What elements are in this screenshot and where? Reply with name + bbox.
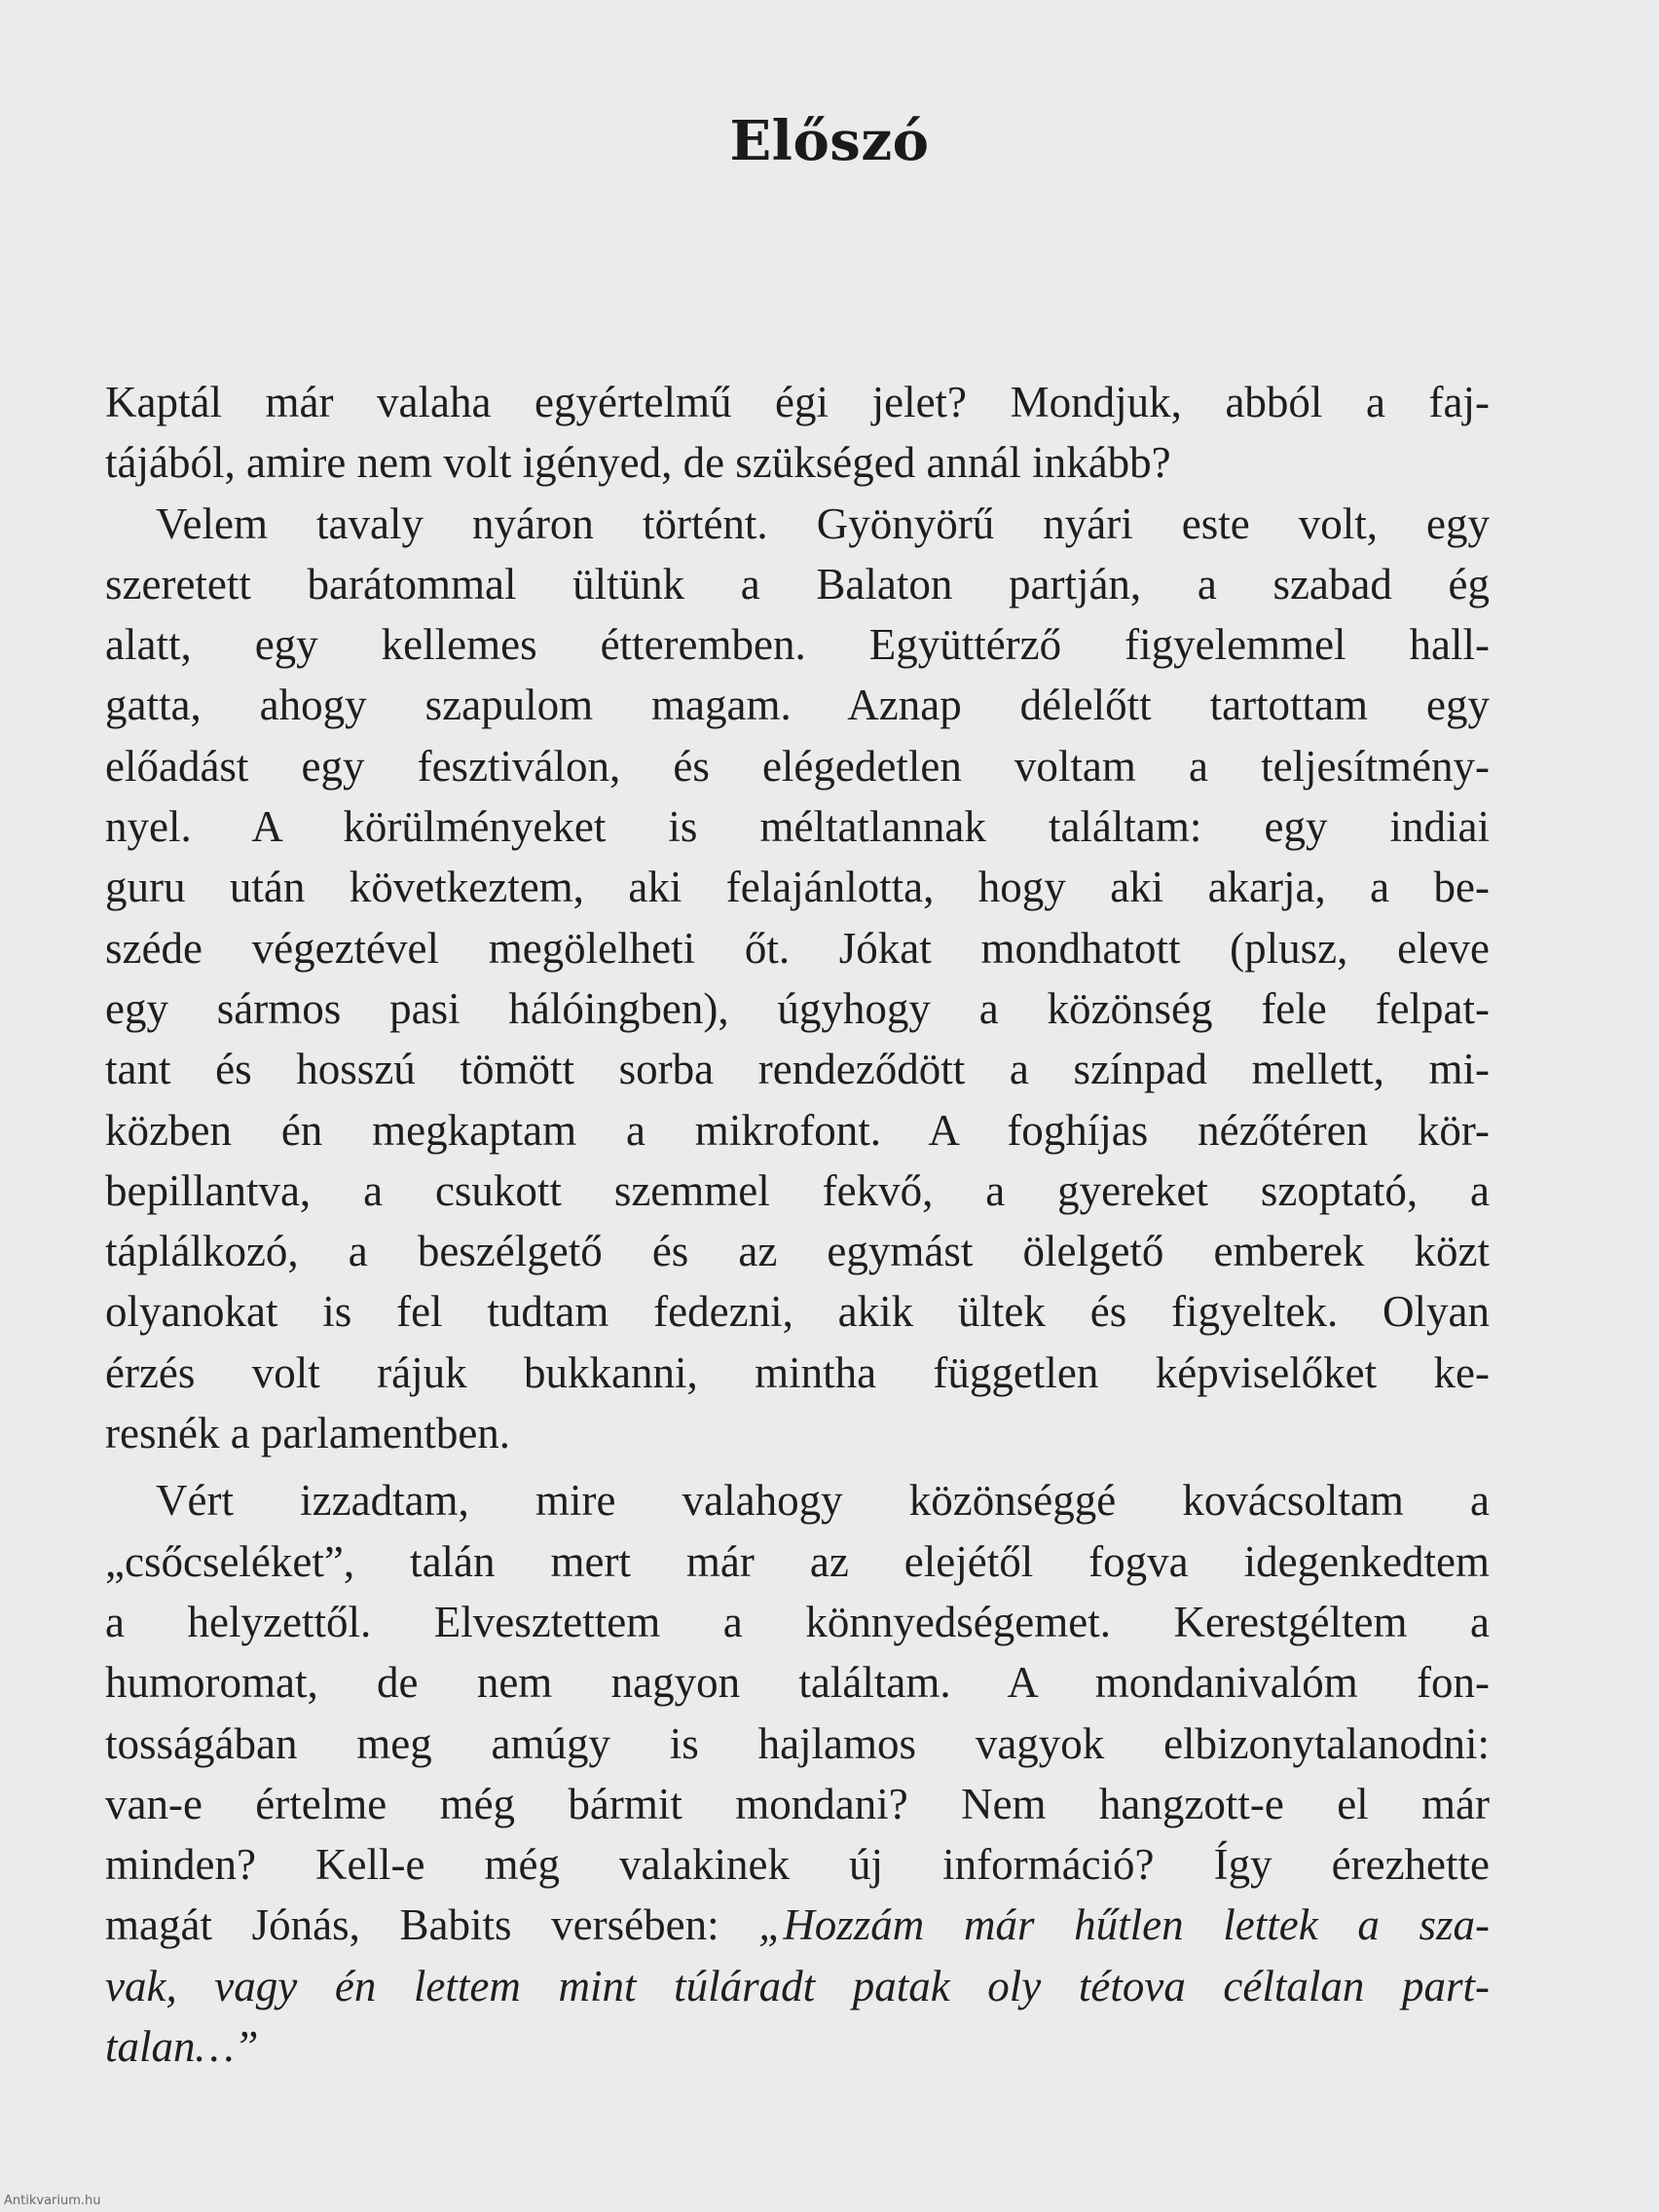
text-plain-segment: magát Jónás, Babits versében: [105, 1900, 759, 1950]
text-line: egy sármos pasi hálóingben), úgyhogy a közönség fele felpat- [105, 983, 1490, 1033]
text-line: közben én megkaptam a mikrofont. A foghíjas nézőtéren kör- [105, 1105, 1490, 1155]
text-line: „csőcseléket”, talán mert már az elejétől fogva idegenkedtem [105, 1536, 1490, 1586]
text-line: szeretett barátommal ültünk a Balaton partján, a szabad ég [105, 559, 1490, 608]
text-line: tájából, amire nem volt igényed, de szükséged annál inkább? [105, 438, 1171, 488]
text-line: guru után következtem, aki felajánlotta, hogy aki akarja, a be- [105, 863, 1490, 912]
quote-line: vak, vagy én lettem mint túláradt patak oly tétova céltalan part- [105, 1961, 1490, 2010]
text-line: olyanokat is fel tudtam fedezni, akik ültek és figyeltek. Olyan [105, 1287, 1490, 1337]
quote-italic-segment: „Hozzám már hűtlen lettek a sza- [758, 1900, 1490, 1950]
text-line: Velem tavaly nyáron történt. Gyönyörű nyári este volt, egy [156, 498, 1490, 548]
text-line: tant és hosszú tömött sorba rendeződött a színpad mellett, mi- [105, 1045, 1490, 1094]
text-line: Kaptál már valaha egyértelmű égi jelet? Mondjuk, abból a faj- [105, 378, 1490, 426]
paragraph-gap [105, 1463, 1490, 1470]
text-line: resnék a parlamentben. [105, 1409, 511, 1458]
quote-line: talan…” [105, 2022, 259, 2072]
text-line: bepillantva, a csukott szemmel fekvő, a gyereket szoptató, a [105, 1165, 1490, 1215]
text-line: táplálkozó, a beszélgető és az egymást ölelgető emberek közt [105, 1227, 1490, 1276]
text-line: széde végeztével megölelheti őt. Jókat mondhatott (plusz, eleve [105, 923, 1490, 973]
text-line: humoromat, de nem nagyon találtam. A mondanivalóm fon- [105, 1658, 1490, 1708]
text-line: minden? Kell-e még valakinek új információ? Így érezhette [105, 1840, 1490, 1890]
text-line: alatt, egy kellemes étteremben. Együttérző figyelemmel hall- [105, 620, 1490, 670]
chapter-heading: Előszó [729, 109, 930, 173]
text-line-mixed [105, 1895, 1490, 1955]
text-line: tosságában meg amúgy is hajlamos vagyok elbizonytalanodni: [105, 1718, 1490, 1768]
text-line: gatta, ahogy szapulom magam. Aznap délelőtt tartottam egy [105, 681, 1490, 730]
text-line: van-e értelme még bármit mondani? Nem hangzott-e el már [105, 1779, 1490, 1828]
text-line: Vért izzadtam, mire valahogy közönséggé kovácsoltam a [156, 1476, 1490, 1526]
text-line: nyel. A körülményeket is méltatlannak találtam: egy indiai [105, 802, 1490, 852]
text-line: érzés volt rájuk bukkanni, mintha független képviselőket ke- [105, 1347, 1490, 1397]
text-line: a helyzettől. Elvesztettem a könnyedségemet. Kerestgéltem a [105, 1597, 1490, 1646]
text-line: előadást egy fesztiválon, és elégedetlen voltam a teljesítmény- [105, 741, 1490, 791]
watermark-text: Antikvarium.hu [4, 2194, 101, 2208]
body-text [105, 372, 1490, 2077]
